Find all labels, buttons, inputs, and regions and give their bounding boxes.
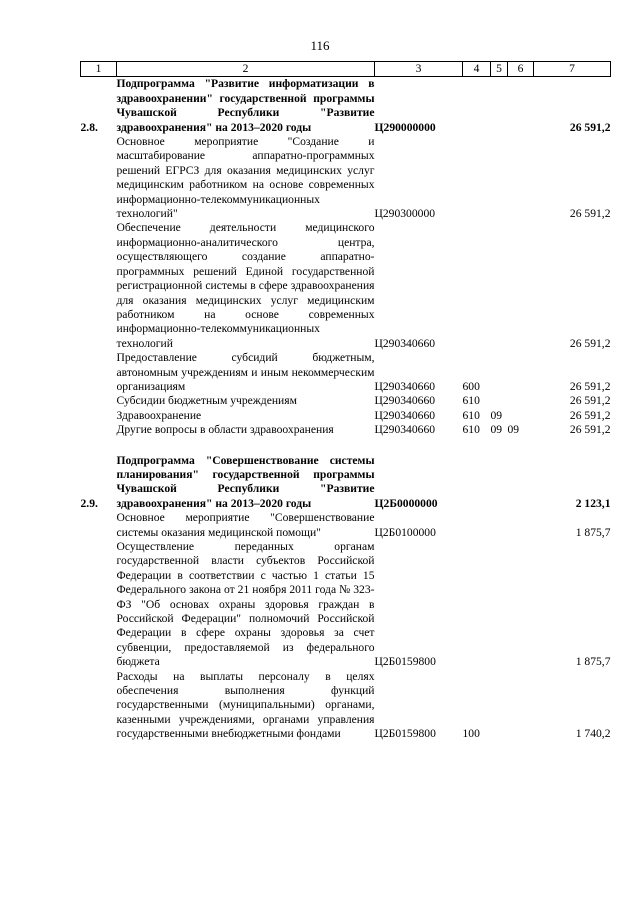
row-amount: 2 123,1 bbox=[575, 496, 611, 510]
table-row bbox=[81, 511, 611, 540]
row-amount: 26 591,2 bbox=[569, 408, 611, 422]
row-col6 bbox=[508, 540, 534, 670]
row-col5 bbox=[491, 221, 508, 351]
row-col5 bbox=[491, 351, 508, 394]
row-amount: 26 591,2 bbox=[569, 336, 611, 350]
row-col4: 610 bbox=[462, 408, 480, 422]
row-col5: 09 bbox=[490, 408, 503, 422]
row-col5 bbox=[491, 454, 508, 512]
row-description: Здравоохранение bbox=[116, 408, 202, 422]
row-description: Осуществление переданных органам государственной власти субъектов Российской Федерации в соответствии с частью 1 статьи 15 Федерального закона от 21 ноября 2011 года № 323-ФЗ "Об основах охраны здоровья граждан в Российской Федерации" полномочий Российской Федерации в сфере охраны здоровья за счет субвенции, предоставляемой из федерального бюджета bbox=[116, 540, 375, 669]
row-description: Подпрограмма "Развитие информатизации в здравоохранении" государственной программы Чувашской Республики "Развитие здравоохранения" на 2013–2020 годы bbox=[116, 77, 375, 134]
row-col6 bbox=[508, 409, 534, 423]
row-description: Субсидии бюджетным учреждениям bbox=[116, 394, 297, 408]
row-code: Ц2Б0159800 bbox=[374, 655, 436, 669]
table-row bbox=[81, 221, 611, 351]
table-row bbox=[81, 454, 611, 512]
row-number bbox=[81, 394, 117, 408]
header-col-3: 3 bbox=[375, 62, 463, 77]
header-col-2: 2 bbox=[117, 62, 375, 77]
header-col-5: 5 bbox=[491, 62, 508, 77]
row-number: 2.9. bbox=[80, 496, 98, 510]
row-amount: 26 591,2 bbox=[569, 423, 611, 437]
row-col4 bbox=[463, 221, 491, 351]
row-col5 bbox=[491, 135, 508, 221]
table-row bbox=[81, 394, 611, 408]
row-number bbox=[81, 409, 117, 423]
row-description: Основное мероприятие "Совершенствование системы оказания медицинской помощи" bbox=[116, 511, 375, 539]
row-number bbox=[81, 221, 117, 351]
header-col-4: 4 bbox=[463, 62, 491, 77]
header-col-7: 7 bbox=[534, 62, 611, 77]
spacer-row bbox=[81, 438, 611, 454]
table-row bbox=[81, 409, 611, 423]
row-col4: 600 bbox=[462, 379, 480, 393]
row-code: Ц2Б0159800 bbox=[374, 727, 436, 741]
row-col6 bbox=[508, 394, 534, 408]
row-col4: 610 bbox=[462, 423, 480, 437]
row-col4: 100 bbox=[462, 727, 480, 741]
row-col4 bbox=[463, 77, 491, 135]
row-number bbox=[81, 135, 117, 221]
row-code: Ц290340660 bbox=[374, 423, 436, 437]
budget-table bbox=[80, 61, 611, 742]
row-col6 bbox=[508, 77, 534, 135]
row-amount: 26 591,2 bbox=[569, 120, 611, 134]
table-row bbox=[81, 77, 611, 135]
row-description: Основное мероприятие "Создание и масштабирование аппаратно-программных решений ЕГРСЗ для оказания медицинских услуг медицинским работником на основе современных информационно-телекоммуникационных технологий" bbox=[116, 135, 375, 221]
row-col5 bbox=[491, 394, 508, 408]
row-code: Ц290340660 bbox=[374, 394, 436, 408]
table-row bbox=[81, 135, 611, 221]
row-code: Ц2Б0000000 bbox=[374, 496, 438, 510]
row-description: Предоставление субсидий бюджетным, автономным учреждениям и иным некоммерческим организациям bbox=[116, 351, 375, 393]
row-amount: 26 591,2 bbox=[569, 394, 611, 408]
row-amount: 1 875,7 bbox=[575, 525, 611, 539]
row-code: Ц290340660 bbox=[374, 336, 436, 350]
row-number bbox=[81, 423, 117, 437]
row-col5: 09 bbox=[490, 423, 503, 437]
row-amount: 26 591,2 bbox=[569, 207, 611, 221]
row-code: Ц2Б0100000 bbox=[374, 525, 436, 539]
header-col-6: 6 bbox=[508, 62, 534, 77]
row-col6 bbox=[508, 454, 534, 512]
row-col5 bbox=[491, 540, 508, 670]
row-col4 bbox=[463, 454, 491, 512]
row-description: Подпрограмма "Совершенствование системы планирования" государственной программы Чувашской Республики "Развитие здравоохранения" на 2013–2020 годы bbox=[116, 453, 375, 510]
row-code: Ц290340660 bbox=[374, 408, 436, 422]
row-col5 bbox=[491, 77, 508, 135]
header-row bbox=[81, 62, 611, 77]
row-col6 bbox=[508, 135, 534, 221]
page-number: 116 bbox=[310, 38, 330, 53]
row-number: 2.8. bbox=[80, 120, 98, 134]
header-col-1: 1 bbox=[81, 62, 117, 77]
table-row bbox=[81, 540, 611, 670]
row-description: Обеспечение деятельности медицинского информационно-аналитического центра, осуществляющего создание аппаратно-программных решений Единой государственной регистрационной системы в сфере здравоохранения для оказания медицинских услуг медицинским работником на основе современных информационно-телекоммуникационных технологий bbox=[116, 221, 375, 350]
row-code: Ц290340660 bbox=[374, 379, 436, 393]
row-col6: 09 bbox=[507, 423, 520, 437]
row-code: Ц290000000 bbox=[374, 120, 436, 134]
row-number bbox=[81, 351, 117, 394]
table-row bbox=[81, 351, 611, 394]
row-col4 bbox=[463, 511, 491, 540]
row-amount: 1 740,2 bbox=[575, 727, 611, 741]
row-col4 bbox=[463, 135, 491, 221]
row-col6 bbox=[508, 511, 534, 540]
row-col5 bbox=[491, 670, 508, 742]
row-amount: 1 875,7 bbox=[575, 655, 611, 669]
table-row bbox=[81, 670, 611, 742]
row-col6 bbox=[508, 670, 534, 742]
row-col6 bbox=[508, 221, 534, 351]
row-description: Другие вопросы в области здравоохранения bbox=[116, 423, 334, 437]
row-col5 bbox=[491, 511, 508, 540]
row-number bbox=[81, 540, 117, 670]
row-col4 bbox=[463, 540, 491, 670]
row-description: Расходы на выплаты персоналу в целях обеспечения выполнения функций государственными (муниципальными) органами, казенными учреждениями, органами управления государственными внебюджетными фондами bbox=[116, 669, 375, 741]
row-number bbox=[81, 670, 117, 742]
row-col6 bbox=[508, 351, 534, 394]
row-amount: 26 591,2 bbox=[569, 379, 611, 393]
row-code: Ц290300000 bbox=[374, 207, 436, 221]
row-number bbox=[81, 511, 117, 540]
table-row bbox=[81, 423, 611, 437]
row-col4: 610 bbox=[462, 394, 480, 408]
